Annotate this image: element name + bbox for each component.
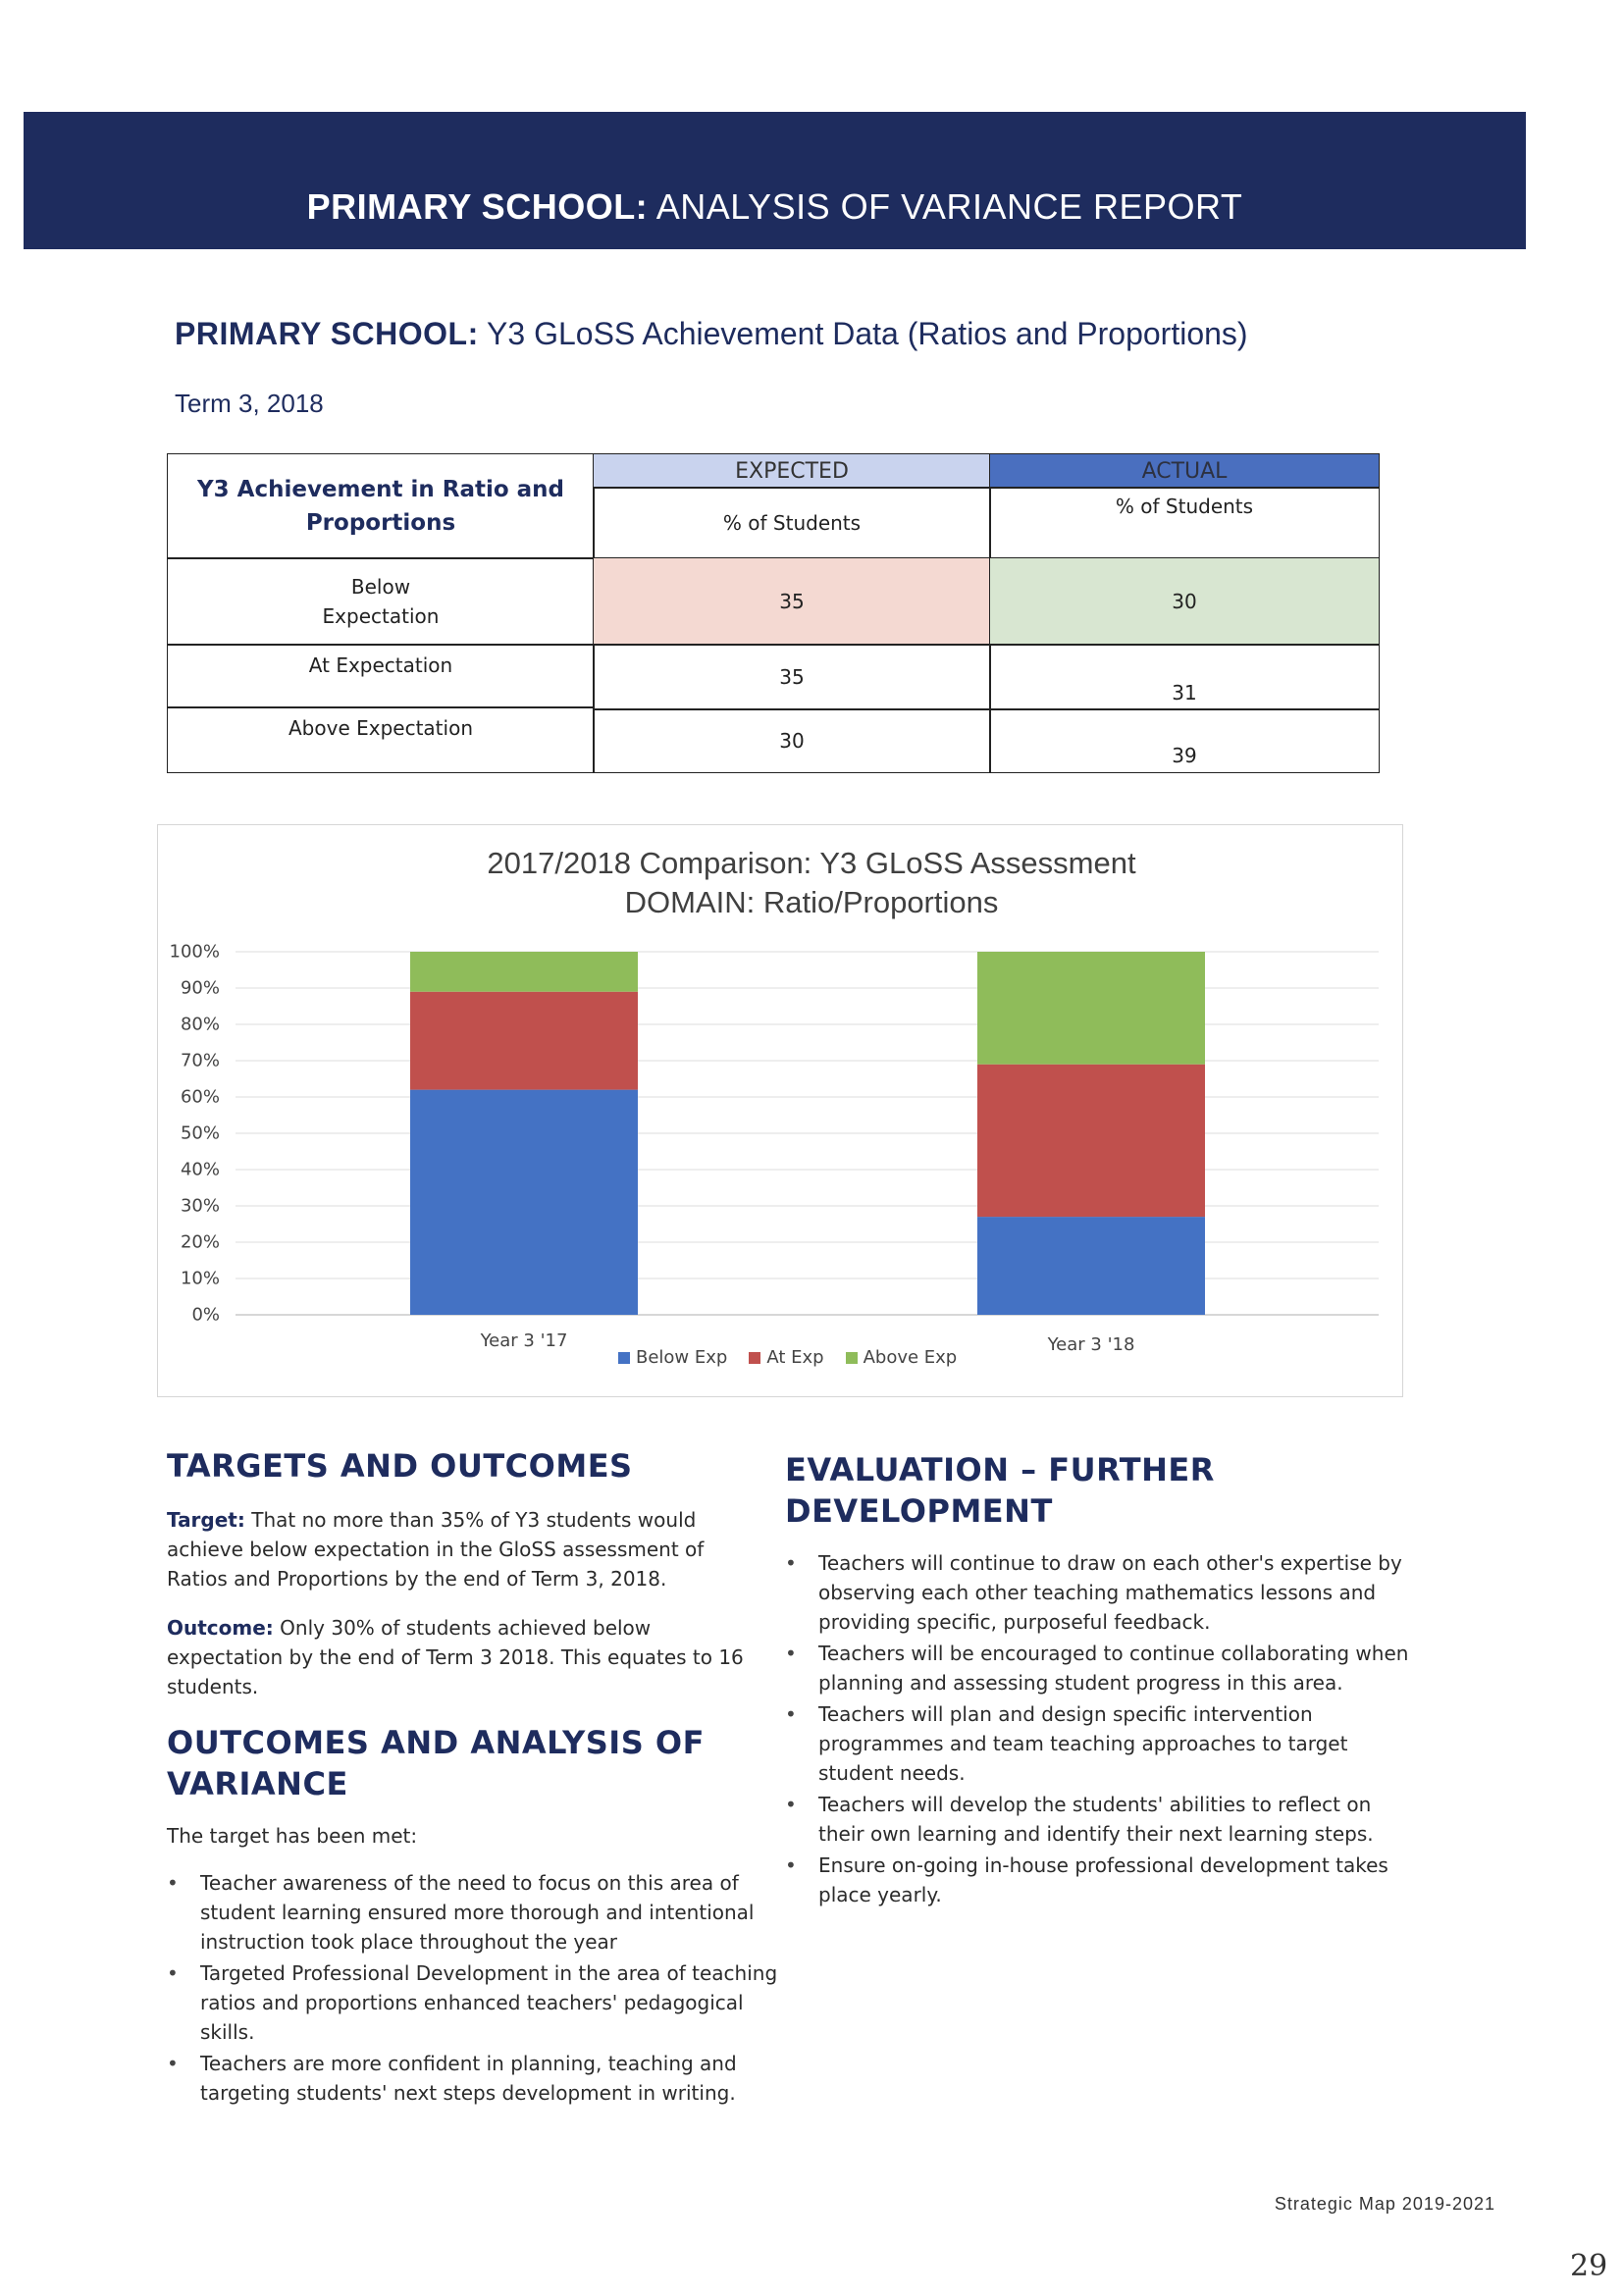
y-tick-label: 80% — [180, 1014, 220, 1035]
analysis-intro: The target has been met: — [167, 1824, 418, 1848]
expected-header: EXPECTED — [593, 453, 991, 489]
y-tick-label: 20% — [180, 1231, 220, 1253]
banner-title: PRIMARY SCHOOL: ANALYSIS OF VARIANCE REPORT — [306, 186, 1243, 227]
expected-at-value: 35 — [593, 644, 991, 710]
chart-legend — [618, 1347, 957, 1368]
x-category-label: Year 3 '17 — [480, 1331, 568, 1351]
analysis-heading: OUTCOMES AND ANALYSIS OF VARIANCE — [167, 1724, 705, 1802]
page-number: 29 — [1570, 2249, 1608, 2283]
bar-segment-below-exp — [410, 1090, 638, 1315]
evaluation-list — [785, 1548, 1417, 1911]
x-category-label: Year 3 '18 — [1047, 1334, 1135, 1355]
expected-subheader: % of Students — [593, 487, 991, 559]
targets-heading: TARGETS AND OUTCOMES — [167, 1447, 633, 1485]
chart-title: 2017/2018 Comparison: Y3 GLoSS Assessment — [487, 846, 1136, 880]
analysis-bullet-item: • Teachers are more confident in planning, teaching and targeting students' next steps development in writing. — [200, 2049, 789, 2108]
bar-segment-above-exp — [977, 952, 1205, 1065]
y-tick-label: 100% — [169, 941, 220, 963]
legend-label: Below Exp — [636, 1347, 728, 1368]
y-tick-label: 0% — [191, 1304, 220, 1326]
actual-subheader: % of Students — [989, 487, 1380, 559]
y-tick-label: 60% — [180, 1086, 220, 1108]
legend-swatch — [749, 1352, 760, 1364]
row-label-above: Above Expectation — [167, 706, 595, 773]
footer-text: Strategic Map 2019-2021 — [1274, 2194, 1495, 2214]
expected-above-value: 30 — [593, 708, 991, 773]
section-title: PRIMARY SCHOOL: Y3 GLoSS Achievement Data (Ratios and Proportions) — [175, 316, 1248, 351]
expected-below-value: 35 — [593, 557, 991, 646]
y-tick-label: 30% — [180, 1195, 220, 1217]
chart-subtitle: DOMAIN: Ratio/Proportions — [624, 885, 999, 919]
target-paragraph: Target: That no more than 35% of Y3 students would achieve below expectation in the GloSS assessment of Ratios and Proportions by the end of Term 3, 2018. — [167, 1508, 705, 1591]
y-tick-label: 50% — [180, 1122, 220, 1144]
evaluation-bullet-item: • Teachers will plan and design specific intervention programmes and team teaching approaches to target student needs. — [818, 1699, 1417, 1788]
evaluation-bullet-item: • Teachers will develop the students' abilities to reflect on their own learning and identify their next learning steps. — [818, 1790, 1417, 1849]
analysis-list — [167, 1868, 789, 2110]
legend-item — [749, 1347, 823, 1368]
y-tick-label: 40% — [180, 1159, 220, 1180]
evaluation-bullet-item: • Ensure on-going in-house professional development takes place yearly. — [818, 1851, 1417, 1909]
legend-swatch — [618, 1352, 630, 1364]
actual-above-value: 39 — [989, 708, 1380, 773]
actual-header: ACTUAL — [989, 453, 1380, 489]
y-tick-label: 10% — [180, 1268, 220, 1289]
evaluation-heading: EVALUATION – FURTHER DEVELOPMENT — [785, 1451, 1215, 1530]
legend-label: At Exp — [766, 1347, 824, 1368]
bar-segment-at-exp — [977, 1065, 1205, 1217]
evaluation-bullet-item: • Teachers will be encouraged to continue collaborating when planning and assessing student progress in this area. — [818, 1639, 1417, 1697]
analysis-bullet-item: • Teacher awareness of the need to focus on this area of student learning ensured more thorough and intentional instruction took place throughout the year — [200, 1868, 789, 1957]
term-label: Term 3, 2018 — [175, 389, 324, 418]
legend-item — [618, 1347, 727, 1368]
bar-segment-below-exp — [977, 1217, 1205, 1315]
legend-label: Above Exp — [863, 1347, 958, 1368]
y-tick-label: 90% — [180, 977, 220, 999]
bar-segment-above-exp — [410, 952, 638, 992]
actual-below-value: 30 — [989, 557, 1380, 646]
legend-item — [846, 1347, 958, 1368]
table-row-header: Y3 Achievement in Ratio and Proportions — [167, 453, 595, 559]
legend-swatch — [846, 1352, 858, 1364]
outcome-paragraph: Outcome: Only 30% of students achieved below expectation by the end of Term 3 2018. This equates to 16 students. — [167, 1616, 744, 1698]
y-tick-label: 70% — [180, 1050, 220, 1071]
analysis-bullet-item: • Targeted Professional Development in the area of teaching ratios and proportions enhanced teachers' pedagogical skills. — [200, 1958, 789, 2047]
row-label-at: At Expectation — [167, 644, 595, 708]
bar-segment-at-exp — [410, 992, 638, 1090]
evaluation-bullet-item: • Teachers will continue to draw on each other's expertise by observing each other teaching mathematics lessons and providing specific, purposeful feedback. — [818, 1548, 1417, 1637]
row-label-below: Below Expectation — [167, 557, 595, 646]
actual-at-value: 31 — [989, 644, 1380, 710]
